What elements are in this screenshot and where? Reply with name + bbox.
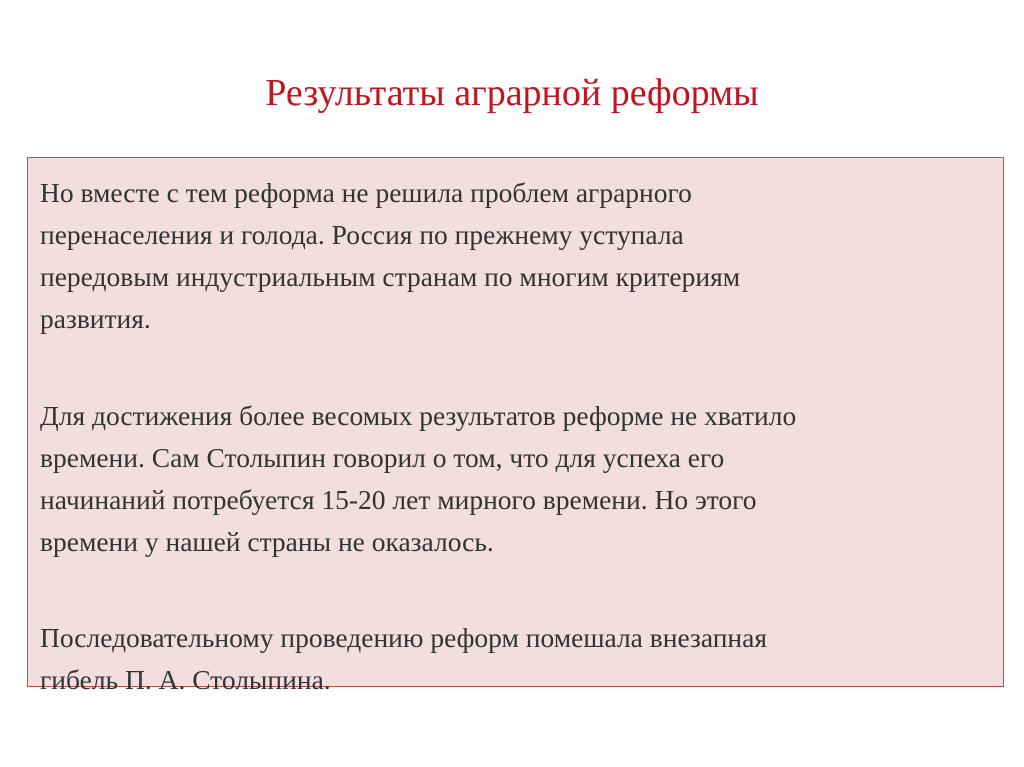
paragraph-2-line-2: времени. Сам Столыпин говорил о том, что для успеха его (40, 442, 725, 473)
slide-title: Результаты аграрной реформы (265, 72, 759, 114)
paragraph-1-line-2: перенаселения и голода. Россия по прежнему уступала (40, 219, 684, 250)
paragraph-2 (40, 395, 980, 563)
paragraph-1-line-3: передовым индустриальным странам по многим критериям (40, 261, 741, 292)
paragraph-1 (40, 172, 980, 340)
paragraph-2-line-1: Для достижения более весомых результатов реформе не хватило (40, 400, 797, 431)
content-box (27, 157, 1004, 695)
paragraph-3 (40, 617, 980, 701)
paragraph-3-line-2: гибель П. А. Столыпина. (40, 664, 331, 695)
paragraph-2-line-4: времени у нашей страны не оказалось. (40, 526, 494, 557)
paragraph-1-line-1: Но вместе с тем реформа не решила проблем аграрного (40, 177, 692, 208)
paragraph-1-line-4: развития. (40, 303, 151, 334)
paragraph-2-line-3: начинаний потребуется 15-20 лет мирного времени. Но этого (40, 484, 757, 515)
paragraph-3-line-1: Последовательному проведению реформ помешала внезапная (40, 622, 768, 653)
